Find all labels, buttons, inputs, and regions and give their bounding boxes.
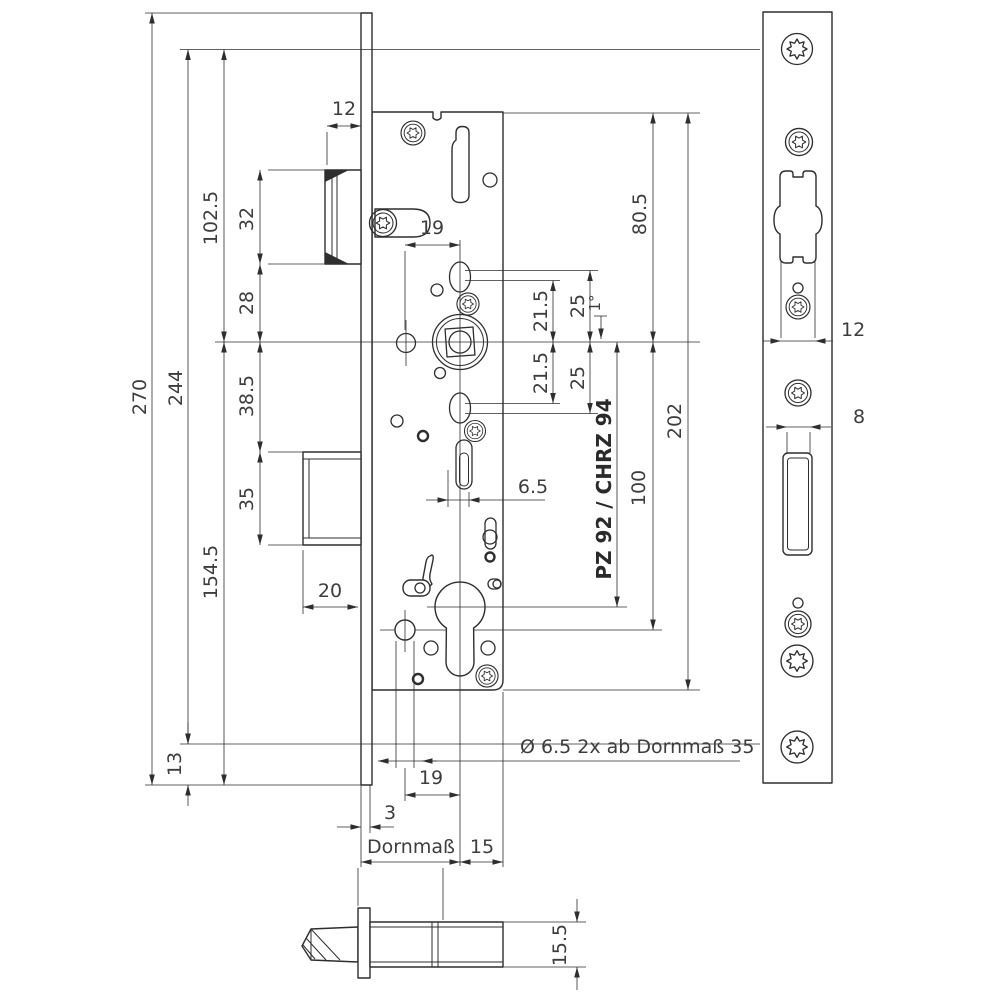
dim-19-top: 19 bbox=[419, 217, 445, 239]
dim-8: 8 bbox=[853, 406, 866, 428]
dim-21-5-lower: 21.5 bbox=[530, 351, 552, 395]
dim-19-bottom: 19 bbox=[418, 767, 444, 789]
dim-12-faceplate: 12 bbox=[841, 319, 866, 341]
latch-bolt bbox=[325, 170, 361, 264]
latch-side-view bbox=[302, 899, 586, 990]
dim-1-degree: 1° bbox=[586, 294, 604, 312]
latch-cutout bbox=[774, 171, 822, 263]
latch-tip bbox=[302, 927, 358, 962]
dim-244: 244 bbox=[165, 369, 187, 407]
dim-20: 20 bbox=[317, 580, 343, 602]
dim-38-5: 38.5 bbox=[236, 374, 258, 418]
dim-3: 3 bbox=[383, 802, 397, 824]
bolt-cutout bbox=[783, 453, 812, 555]
dim-32: 32 bbox=[236, 206, 258, 232]
dim-13: 13 bbox=[164, 751, 186, 777]
latch-body bbox=[370, 922, 503, 967]
dead-bolt bbox=[303, 452, 361, 545]
dimensions-right bbox=[592, 113, 688, 690]
dim-102-5: 102.5 bbox=[200, 190, 222, 246]
faceplate-edge bbox=[361, 13, 372, 785]
dim-270: 270 bbox=[129, 378, 151, 416]
dim-25-lower: 25 bbox=[567, 365, 589, 391]
dim-202: 202 bbox=[664, 402, 686, 440]
faceplate-front-view bbox=[763, 12, 865, 783]
holes-note: Ø 6.5 2x ab Dornmaß 35 bbox=[520, 736, 755, 758]
dim-21-5-upper: 21.5 bbox=[530, 289, 552, 333]
dim-15: 15 bbox=[469, 836, 495, 858]
dim-15-5: 15.5 bbox=[549, 923, 571, 967]
dim-6-5: 6.5 bbox=[517, 476, 549, 498]
dim-25-upper: 25 bbox=[567, 293, 589, 319]
cylinder-spec-label: PZ 92 / CHRZ 94 bbox=[592, 398, 616, 580]
dim-35: 35 bbox=[236, 486, 258, 512]
dim-100: 100 bbox=[628, 469, 650, 507]
backset-label: Dornmaß bbox=[367, 836, 455, 858]
dimensions-left bbox=[129, 13, 361, 806]
faceplate-section bbox=[358, 908, 370, 978]
dim-154-5: 154.5 bbox=[200, 544, 222, 600]
dim-80-5: 80.5 bbox=[629, 192, 651, 236]
dim-28: 28 bbox=[236, 290, 258, 316]
dim-12-latch: 12 bbox=[331, 98, 357, 120]
